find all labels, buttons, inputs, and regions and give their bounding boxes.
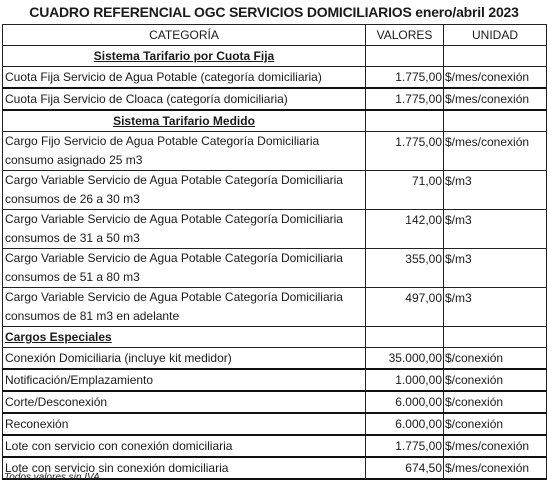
row-unit: $/conexión [444, 369, 547, 391]
row-unit: $/conexión [444, 391, 547, 413]
row-value: 1.775,00 [366, 67, 444, 89]
table-row [3, 348, 547, 370]
row-category: Cargo Variable Servicio de Agua Potable Categoría Domiciliaria consumos de 26 a 30 m3 [3, 171, 366, 210]
table-row [3, 413, 547, 435]
section-row [3, 46, 547, 67]
row-category: Cargo Variable Servicio de Agua Potable Categoría Domiciliaria consumos de 51 a 80 m3 [3, 249, 366, 288]
table-row [3, 67, 547, 89]
row-value: 142,00 [366, 210, 444, 249]
tariff-table [2, 24, 547, 480]
row-value: 1.000,00 [366, 369, 444, 391]
row-value: 71,00 [366, 171, 444, 210]
row-category: Conexión Domiciliaria (incluye kit medidor) [3, 348, 366, 370]
header-row [3, 25, 547, 46]
row-value: 35.000,00 [366, 348, 444, 370]
row-value: 1.775,00 [366, 435, 444, 457]
table-row [3, 369, 547, 391]
table-row [3, 210, 547, 249]
row-category: Corte/Desconexión [3, 391, 366, 413]
row-value: 6.000,00 [366, 391, 444, 413]
table-row [3, 88, 547, 110]
row-unit: $/mes/conexión [444, 457, 547, 479]
table-title: CUADRO REFERENCIAL OGC SERVICIOS DOMICILIARIOS enero/abril 2023 [29, 4, 519, 20]
table-row [3, 288, 547, 327]
row-unit: $/mes/conexión [444, 435, 547, 457]
row-unit: $/mes/conexión [444, 132, 547, 171]
row-category: Lote con servicio con conexión domiciliaria [3, 435, 366, 457]
row-value: 1.775,00 [366, 132, 444, 171]
row-unit: $/mes/conexión [444, 67, 547, 89]
row-category: Notificación/Emplazamiento [3, 369, 366, 391]
table-row [3, 249, 547, 288]
row-value: 355,00 [366, 249, 444, 288]
row-value: 674,50 [366, 457, 444, 479]
table-row [3, 132, 547, 171]
row-category: Cuota Fija Servicio de Agua Potable (categoría domiciliaria) [3, 67, 366, 89]
row-category: Cargo Variable Servicio de Agua Potable Categoría Domiciliaria consumos de 31 a 50 m3 [3, 210, 366, 249]
table-row [3, 171, 547, 210]
header-unit: UNIDAD [444, 25, 547, 46]
row-category: Reconexión [3, 413, 366, 435]
row-unit: $/m3 [444, 249, 547, 288]
row-value: 497,00 [366, 288, 444, 327]
row-category: Cargo Variable Servicio de Agua Potable Categoría Domiciliaria consumos de 81 m3 en adelante [3, 288, 366, 327]
row-category: Cargo Fijo Servicio de Agua Potable Categoría Domiciliaria consumo asignado 25 m3 [3, 132, 366, 171]
row-unit: $/conexión [444, 413, 547, 435]
header-category: CATEGORÍA [3, 25, 366, 46]
row-category: Cuota Fija Servicio de Cloaca (categoría domiciliaria) [3, 88, 366, 110]
row-value: 1.775,00 [366, 88, 444, 110]
row-unit: $/mes/conexión [444, 88, 547, 110]
row-unit: $/m3 [444, 210, 547, 249]
section-row [3, 327, 547, 348]
section-medido-title: Sistema Tarifario Medido [113, 114, 255, 128]
header-values: VALORES [366, 25, 444, 46]
row-unit: $/conexión [444, 348, 547, 370]
row-unit: $/m3 [444, 171, 547, 210]
row-category: Lote con servicio sin conexión domiciliaria [3, 457, 366, 479]
section-row [3, 110, 547, 132]
footnote: Todos valores sin IVA [4, 472, 100, 483]
table-row [3, 391, 547, 413]
section-fija-title: Sistema Tarifario por Cuota Fija [93, 49, 275, 63]
row-unit: $/m3 [444, 288, 547, 327]
row-value: 6.000,00 [366, 413, 444, 435]
table-row [3, 435, 547, 457]
section-especiales-title: Cargos Especiales [5, 330, 112, 344]
